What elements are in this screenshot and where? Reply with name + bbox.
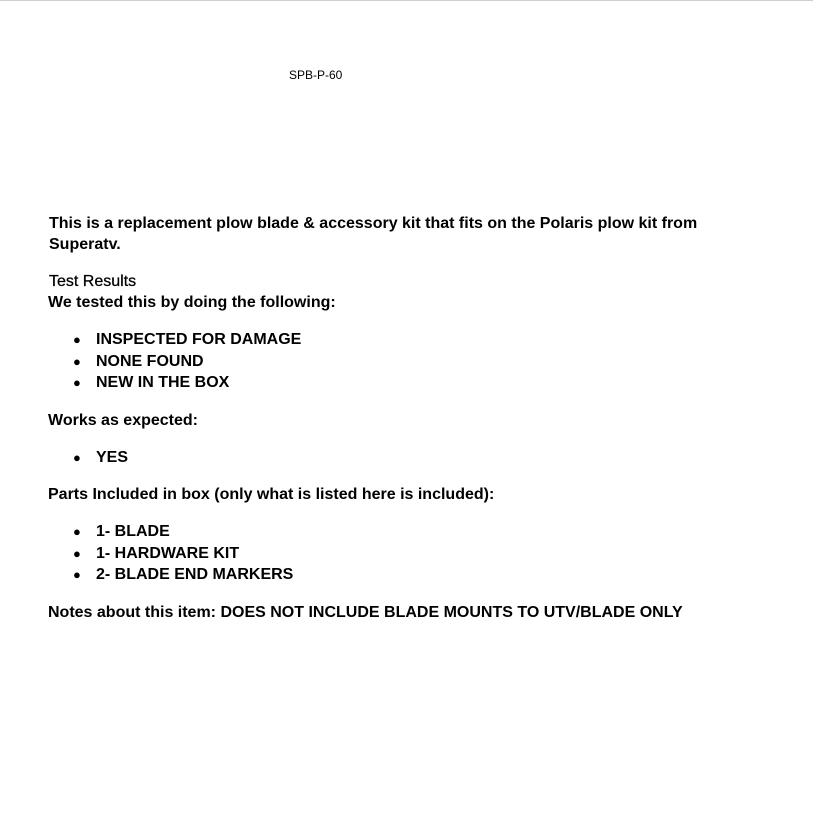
listing-description xyxy=(48,213,748,623)
parts-list xyxy=(48,521,748,586)
bullet-icon: ● xyxy=(73,353,81,369)
list-item: ● YES xyxy=(48,447,748,469)
test-results-list xyxy=(48,329,748,394)
bullet-icon: ● xyxy=(73,545,81,561)
test-results-heading: Test Results xyxy=(49,273,137,290)
bullet-icon: ● xyxy=(73,375,81,390)
bullet-icon: ● xyxy=(73,524,81,539)
parts-label: Parts Included in box (only what is listed here is included): xyxy=(48,486,495,503)
bullet-icon: ● xyxy=(73,567,81,582)
description-paragraph: This is a replacement plow blade & accessory kit that fits on the Polaris plow kit from Superatv. xyxy=(49,215,698,253)
list-item: ● NONE FOUND xyxy=(48,351,748,373)
works-list xyxy=(48,447,748,469)
list-item: ● 1- HARDWARE KIT xyxy=(48,543,748,565)
notes-line: Notes about this item: DOES NOT INCLUDE BLADE MOUNTS TO UTV/BLADE ONLY xyxy=(48,603,683,621)
list-item: ● NEW IN THE BOX xyxy=(48,372,748,394)
test-results-intro: We tested this by doing the following: xyxy=(48,294,336,311)
list-item: ● 1- BLADE xyxy=(48,521,748,543)
list-item: ● 2- BLADE END MARKERS xyxy=(48,564,748,586)
page-top-border xyxy=(0,0,813,1)
sku-label: SPB-P-60 xyxy=(289,68,343,82)
works-label: Works as expected: xyxy=(48,411,198,429)
bullet-icon: ● xyxy=(73,332,81,347)
bullet-icon: ● xyxy=(73,449,81,465)
list-item: ● INSPECTED FOR DAMAGE xyxy=(48,329,748,351)
